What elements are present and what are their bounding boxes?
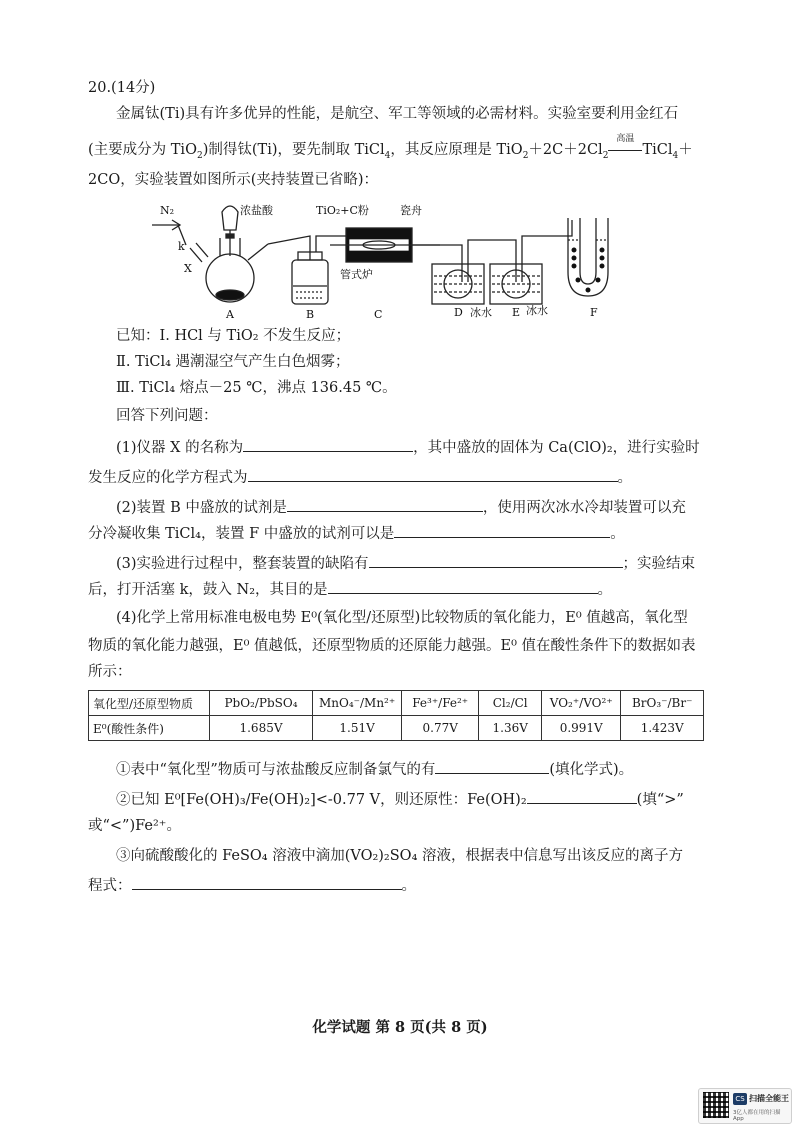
q4-line-2: 物质的氧化能力越强，E⁰ 值越低，还原型物质的还原能力越强。E⁰ 值在酸性条件下的数据如表 [88, 638, 696, 654]
table-cell: 0.991V [542, 716, 621, 741]
label-e: E [512, 306, 521, 319]
label-a: A [226, 308, 234, 321]
q4-line-1: (4)化学上常用标准电极电势 E⁰(氧化型/还原型)比较物质的氧化能力，E⁰ 值越高，氧化型 [116, 610, 688, 626]
q2-line-2: 分冷凝收集 TiCl₄，装置 F 中盛放的试剂可以是 。 [88, 522, 625, 544]
q4-sub2-cont: 或“<”)Fe²⁺。 [88, 818, 181, 834]
table-cell: 0.77V [402, 716, 479, 741]
q4-blank-1[interactable] [435, 758, 549, 774]
qr-code-icon [703, 1092, 729, 1118]
known-2: Ⅱ. TiCl₄ 遇潮湿空气产生白色烟雾； [116, 354, 350, 370]
cs-logo-icon: CS [733, 1093, 747, 1105]
label-n2: N₂ [160, 204, 175, 217]
side-arm-x [190, 243, 208, 262]
apparatus-diagram [150, 200, 620, 325]
q2-blank-1[interactable] [287, 496, 483, 512]
potential-table [88, 690, 704, 741]
table-cell: Cl₂/Cl [479, 691, 542, 716]
table-row-values [89, 716, 704, 741]
reaction-arrow [608, 134, 642, 160]
q3-line-2: 后，打开活塞 k，鼓入 N₂，其目的是 。 [88, 578, 612, 600]
table-row-label: E⁰(酸性条件) [89, 716, 210, 741]
label-ice-1: 冰水 [470, 306, 492, 319]
q2-line-1: (2)装置 B 中盛放的试剂是 ，使用两次冰水冷却装置可以充 [116, 496, 686, 518]
table-cell: Fe³⁺/Fe²⁺ [402, 691, 479, 716]
label-d: D [454, 306, 463, 319]
table-cell: BrO₃⁻/Br⁻ [621, 691, 704, 716]
table-cell: 1.423V [621, 716, 704, 741]
label-hcl: 浓盐酸 [240, 204, 273, 217]
table-cell: PbO₂/PbSO₄ [210, 691, 313, 716]
q1-blank-2[interactable] [248, 466, 618, 482]
scanner-watermark [698, 1088, 792, 1124]
q1-blank-1[interactable] [243, 436, 413, 452]
label-tio2c: TiO₂+C粉 [316, 204, 369, 217]
label-ice-2: 冰水 [526, 304, 548, 317]
question-number: 20.(14分) [88, 80, 156, 96]
tube-e-f [522, 220, 572, 282]
table-cell: 1.685V [210, 716, 313, 741]
q2-blank-2[interactable] [394, 522, 610, 538]
q3-blank-1[interactable] [369, 552, 623, 568]
q3-blank-2[interactable] [328, 578, 598, 594]
badge-subtitle: 3亿人都在用的扫描App [733, 1110, 781, 1122]
q4-sub3: ③向硫酸酸化的 FeSO₄ 溶液中滴加(VO₂)₂SO₄ 溶液，根据表中信息写出该反应的离子方 [116, 848, 683, 864]
table-cell: VO₂⁺/VO²⁺ [542, 691, 621, 716]
table-cell: MnO₄⁻/Mn²⁺ [313, 691, 402, 716]
badge-title: 扫描全能王 [749, 1094, 789, 1103]
q1-line-2: 发生反应的化学方程式为 。 [88, 466, 632, 488]
q4-sub3-cont: 程式： 。 [88, 874, 416, 896]
known-1: 已知：Ⅰ. HCl 与 TiO₂ 不发生反应； [116, 328, 351, 344]
tube-a-b [268, 236, 310, 260]
q1-line-1: (1)仪器 X 的名称为 ，其中盛放的固体为 Ca(ClO)₂，进行实验时 [116, 436, 700, 458]
label-furnace: 管式炉 [340, 268, 373, 281]
q4-blank-3[interactable] [132, 874, 402, 890]
intro-line-2: (主要成分为 TiO$_2$)制得钛(Ti)，要先制取 TiCl$_4$，其反应原理是 $TiO_2+2C+2Cl_2$ 高温 TiCl$_4$＋ [88, 140, 693, 166]
q4-blank-2[interactable] [527, 788, 637, 804]
table-header-label: 氧化型/还原型物质 [89, 691, 210, 716]
table-row-header [89, 691, 704, 716]
q4-sub2: ②已知 E⁰[Fe(OH)₃/Fe(OH)₂]<-0.77 V，则还原性：Fe(OH)₂ (填“>” [116, 788, 684, 810]
label-boat: 瓷舟 [400, 204, 422, 217]
label-x: X [184, 262, 192, 275]
tube-b-c [316, 236, 350, 252]
reaction-condition: 高温 [616, 134, 635, 144]
intro-line-1: 金属钛(Ti)具有许多优异的性能，是航空、军工等领域的必需材料。实验室要利用金红石 [116, 106, 679, 122]
label-k: k [178, 240, 185, 253]
page-footer: 化学试题 第 8 页(共 8 页) [312, 1019, 488, 1036]
table-cell: 1.51V [313, 716, 402, 741]
intro-line-3: 2CO，实验装置如图所示(夹持装置已省略)： [88, 172, 379, 188]
label-f: F [590, 306, 598, 319]
label-c: C [374, 308, 383, 321]
table-cell: 1.36V [479, 716, 542, 741]
known-3: Ⅲ. TiCl₄ 熔点－25 ℃，沸点 136.45 ℃。 [116, 380, 397, 396]
dropping-funnel [222, 206, 238, 230]
label-b: B [306, 308, 315, 321]
q3-line-1: (3)实验进行过程中，整套装置的缺陷有 ；实验结束 [116, 552, 695, 574]
q4-line-3: 所示： [88, 664, 132, 680]
answer-prompt: 回答下列问题： [116, 408, 218, 424]
solid-in-a [216, 290, 244, 300]
q4-sub1: ①表中“氧化型”物质可与浓盐酸反应制备氯气的有 (填化学式)。 [116, 758, 633, 780]
